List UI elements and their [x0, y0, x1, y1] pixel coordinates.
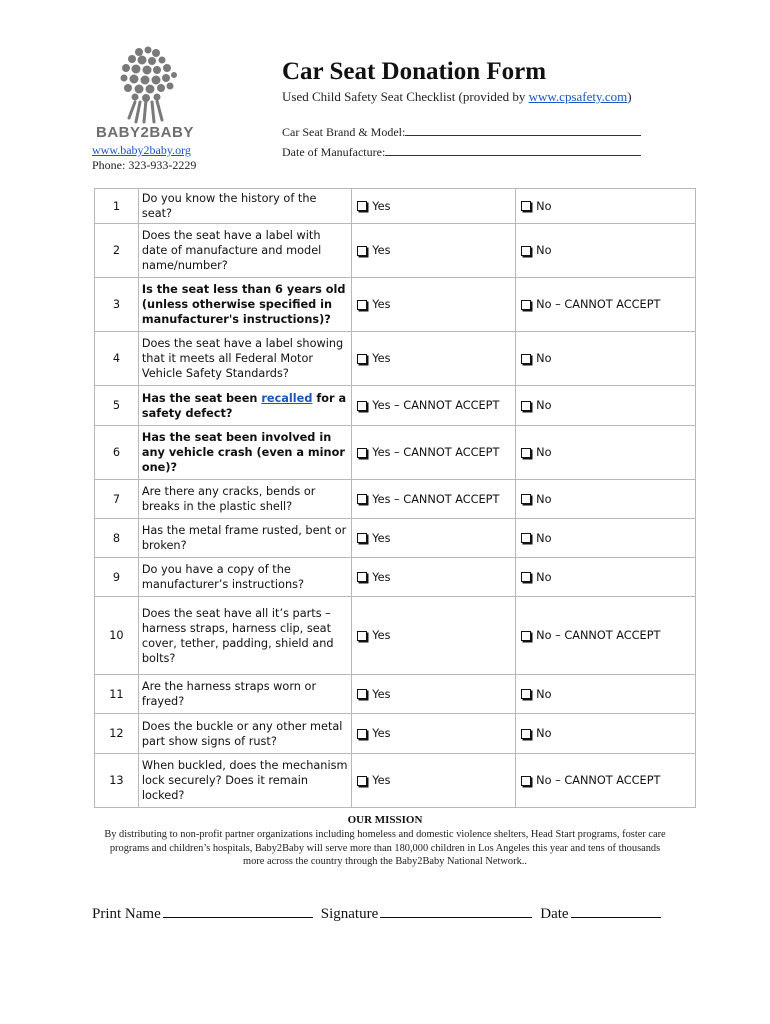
yes-option-cell: [352, 519, 516, 558]
mission-text: By distributing to non-profit partner organizations including homeless and domestic violence shelters, Head Start programs, foster care programs and children’s hospitals, Baby2Baby will serve more than 180,000 children in Los Angeles this year and tens of thousands more across the country through the Baby2Baby National Network..: [104, 829, 666, 867]
checklist-row: [95, 278, 696, 332]
logo-wordmark: BABY2BABY: [96, 124, 194, 141]
option-label: No: [536, 531, 552, 545]
checkbox-icon[interactable]: [357, 689, 367, 699]
no-option[interactable]: [519, 492, 692, 507]
checkbox-icon[interactable]: [521, 689, 531, 699]
checkbox-icon[interactable]: [521, 201, 531, 211]
yes-option[interactable]: [355, 628, 512, 643]
row-number: 8: [95, 519, 139, 558]
option-label: No – CANNOT ACCEPT: [536, 629, 661, 642]
option-label: No: [536, 727, 552, 740]
no-option[interactable]: [519, 773, 692, 788]
question-text: Do you know the history of the seat?: [138, 189, 351, 224]
option-label: Yes: [372, 531, 391, 545]
yes-option[interactable]: [355, 570, 512, 585]
option-label: Yes – CANNOT ACCEPT: [372, 492, 500, 506]
checklist-row: [95, 386, 696, 426]
row-number: 12: [95, 714, 139, 754]
row-number: 11: [95, 675, 139, 714]
yes-option[interactable]: [355, 199, 512, 214]
checkbox-icon[interactable]: [521, 246, 531, 256]
contact-info: [92, 143, 196, 173]
option-label: Yes: [372, 727, 391, 740]
yes-option-cell: [352, 224, 516, 278]
row-number: 9: [95, 558, 139, 597]
question-text-after: for a safety defect?: [141, 391, 347, 420]
checklist-row: [95, 480, 696, 519]
no-option-cell: [516, 519, 696, 558]
checklist-table: [94, 188, 696, 808]
option-label: No: [536, 446, 552, 459]
checkbox-icon[interactable]: [357, 572, 367, 582]
checklist-row: [95, 558, 696, 597]
checkbox-icon[interactable]: [521, 533, 531, 543]
no-option-cell: [516, 597, 696, 675]
date-field[interactable]: [571, 904, 661, 918]
option-label: Yes: [372, 199, 391, 213]
checkbox-icon[interactable]: [357, 300, 367, 310]
date-of-manufacture-label: Date of Manufacture:: [282, 145, 386, 159]
cpsafety-link[interactable]: www.cpsafety.com: [528, 89, 628, 104]
checklist-row: [95, 189, 696, 224]
no-option-cell: [516, 754, 696, 808]
row-number: 4: [95, 332, 139, 386]
question-text: Has the seat been involved in any vehicle crash (even a minor one)?: [138, 426, 351, 480]
row-number: 10: [95, 597, 139, 675]
question-text: When buckled, does the mechanism lock securely? Does it remain locked?: [138, 754, 351, 808]
option-label: No: [536, 352, 552, 365]
no-option-cell: [516, 675, 696, 714]
no-option-cell: [516, 558, 696, 597]
checkbox-icon[interactable]: [357, 631, 367, 641]
brand-model-label: Car Seat Brand & Model:: [282, 125, 406, 139]
yes-option-cell: [352, 189, 516, 224]
no-option[interactable]: [519, 351, 692, 366]
option-label: No: [536, 570, 552, 584]
row-number: 5: [95, 386, 139, 426]
yes-option[interactable]: [355, 773, 512, 788]
yes-option[interactable]: [355, 243, 512, 258]
checklist-row: [95, 426, 696, 480]
checkbox-icon[interactable]: [357, 246, 367, 256]
yes-option-cell: [352, 278, 516, 332]
checkbox-icon[interactable]: [357, 448, 367, 458]
no-option[interactable]: [519, 199, 692, 214]
checkbox-icon[interactable]: [521, 401, 531, 411]
yes-option-cell: [352, 480, 516, 519]
yes-option-cell: [352, 426, 516, 480]
no-option-cell: [516, 480, 696, 519]
subtitle: [282, 89, 632, 105]
question-text: Do you have a copy of the manufacturer’s instructions?: [138, 558, 351, 597]
option-label: Yes: [372, 570, 391, 584]
no-option-cell: [516, 332, 696, 386]
signature-row: [92, 904, 669, 923]
brand-model-field[interactable]: [282, 125, 641, 140]
yes-option[interactable]: [355, 398, 512, 413]
phone-number: Phone: 323-933-2229: [92, 158, 197, 172]
mission-title: OUR MISSION: [347, 814, 423, 826]
no-option-cell: [516, 426, 696, 480]
signature-label: Signature: [320, 906, 379, 922]
option-label: No: [536, 199, 552, 213]
yes-option[interactable]: [355, 531, 512, 546]
no-option-cell: [516, 278, 696, 332]
yes-option-cell: [352, 332, 516, 386]
checkbox-icon[interactable]: [357, 776, 367, 786]
option-label: Yes: [372, 687, 391, 701]
option-label: No – CANNOT ACCEPT: [536, 774, 661, 787]
row-number: 6: [95, 426, 139, 480]
checkbox-icon[interactable]: [357, 201, 367, 211]
checklist-row: [95, 332, 696, 386]
option-label: Yes: [372, 298, 391, 311]
option-label: Yes: [372, 774, 391, 787]
option-label: Yes – CANNOT ACCEPT: [372, 446, 500, 459]
checkbox-icon[interactable]: [521, 354, 531, 364]
checkbox-icon[interactable]: [521, 729, 531, 739]
signature-field[interactable]: [380, 904, 532, 918]
option-label: Yes: [372, 352, 391, 365]
date-of-manufacture-blank[interactable]: [385, 145, 641, 156]
yes-option-cell: [352, 714, 516, 754]
checkbox-icon[interactable]: [521, 776, 531, 786]
no-option-cell: [516, 714, 696, 754]
checkbox-icon[interactable]: [357, 533, 367, 543]
no-option[interactable]: [519, 445, 692, 460]
row-number: 2: [95, 224, 139, 278]
yes-option[interactable]: [355, 297, 512, 312]
checkbox-icon[interactable]: [357, 401, 367, 411]
no-option[interactable]: [519, 570, 692, 585]
no-option[interactable]: [519, 531, 692, 546]
subtitle-suffix: ): [627, 89, 632, 104]
yes-option-cell: [352, 597, 516, 675]
checkbox-icon[interactable]: [521, 572, 531, 582]
no-option-cell: [516, 189, 696, 224]
row-number: 1: [95, 189, 139, 224]
row-number: 7: [95, 480, 139, 519]
date-label: Date: [540, 906, 569, 922]
option-label: No: [536, 399, 552, 412]
checkbox-icon[interactable]: [521, 300, 531, 310]
checklist-row: [95, 224, 696, 278]
no-option-cell: [516, 386, 696, 426]
page-title: Car Seat Donation Form: [282, 58, 547, 85]
option-label: No – CANNOT ACCEPT: [536, 298, 661, 311]
option-label: Yes: [372, 629, 391, 642]
no-option[interactable]: [519, 297, 692, 312]
no-option[interactable]: [519, 243, 692, 258]
no-option[interactable]: [519, 628, 692, 643]
question-text-before: Has the seat been: [141, 391, 262, 405]
checkbox-icon[interactable]: [357, 354, 367, 364]
yes-option[interactable]: [355, 687, 512, 702]
no-option[interactable]: [519, 398, 692, 413]
print-name-label: Print Name: [92, 906, 161, 922]
checkbox-icon[interactable]: [521, 631, 531, 641]
yes-option-cell: [352, 754, 516, 808]
row-number: 13: [95, 754, 139, 808]
no-option-cell: [516, 224, 696, 278]
yes-option[interactable]: [355, 351, 512, 366]
question-text: Has the metal frame rusted, bent or broken?: [138, 519, 351, 558]
checklist-row: [95, 597, 696, 675]
question-text: Does the buckle or any other metal part show signs of rust?: [138, 714, 351, 754]
checklist-row: [95, 754, 696, 808]
website-link[interactable]: www.baby2baby.org: [92, 143, 191, 157]
row-number: 3: [95, 278, 139, 332]
checklist-row: [95, 714, 696, 754]
option-label: No: [536, 244, 552, 257]
yes-option[interactable]: [355, 492, 512, 507]
recalled-link[interactable]: recalled: [261, 391, 313, 405]
checklist-row: [95, 519, 696, 558]
yes-option-cell: [352, 558, 516, 597]
checkbox-icon[interactable]: [357, 494, 367, 504]
question-text: Are the harness straps worn or frayed?: [138, 675, 351, 714]
date-of-manufacture-field[interactable]: [282, 145, 641, 160]
option-label: Yes – CANNOT ACCEPT: [372, 399, 500, 412]
checkbox-icon[interactable]: [521, 494, 531, 504]
no-option[interactable]: [519, 687, 692, 702]
option-label: No: [536, 492, 552, 506]
print-name-field[interactable]: [163, 904, 313, 918]
yes-option-cell: [352, 386, 516, 426]
question-text: Does the seat have all it’s parts – harness straps, harness clip, seat cover, tether, padding, shield and bolts?: [138, 597, 351, 675]
question-text: Does the seat have a label showing that it meets all Federal Motor Vehicle Safety Standards?: [138, 332, 351, 386]
checkbox-icon[interactable]: [521, 448, 531, 458]
checklist-row: [95, 675, 696, 714]
option-label: Yes: [372, 244, 391, 257]
option-label: No: [536, 687, 552, 701]
brand-model-blank[interactable]: [405, 125, 641, 136]
question-text: Are there any cracks, bends or breaks in the plastic shell?: [138, 480, 351, 519]
yes-option[interactable]: [355, 726, 512, 741]
subtitle-prefix: Used Child Safety Seat Checklist (provided by: [282, 89, 529, 104]
question-text: [138, 386, 351, 426]
yes-option[interactable]: [355, 445, 512, 460]
checkbox-icon[interactable]: [357, 729, 367, 739]
question-text: Does the seat have a label with date of manufacture and model name/number?: [138, 224, 351, 278]
question-text: Is the seat less than 6 years old (unless otherwise specified in manufacturer's instructions)?: [138, 278, 351, 332]
no-option[interactable]: [519, 726, 692, 741]
yes-option-cell: [352, 675, 516, 714]
